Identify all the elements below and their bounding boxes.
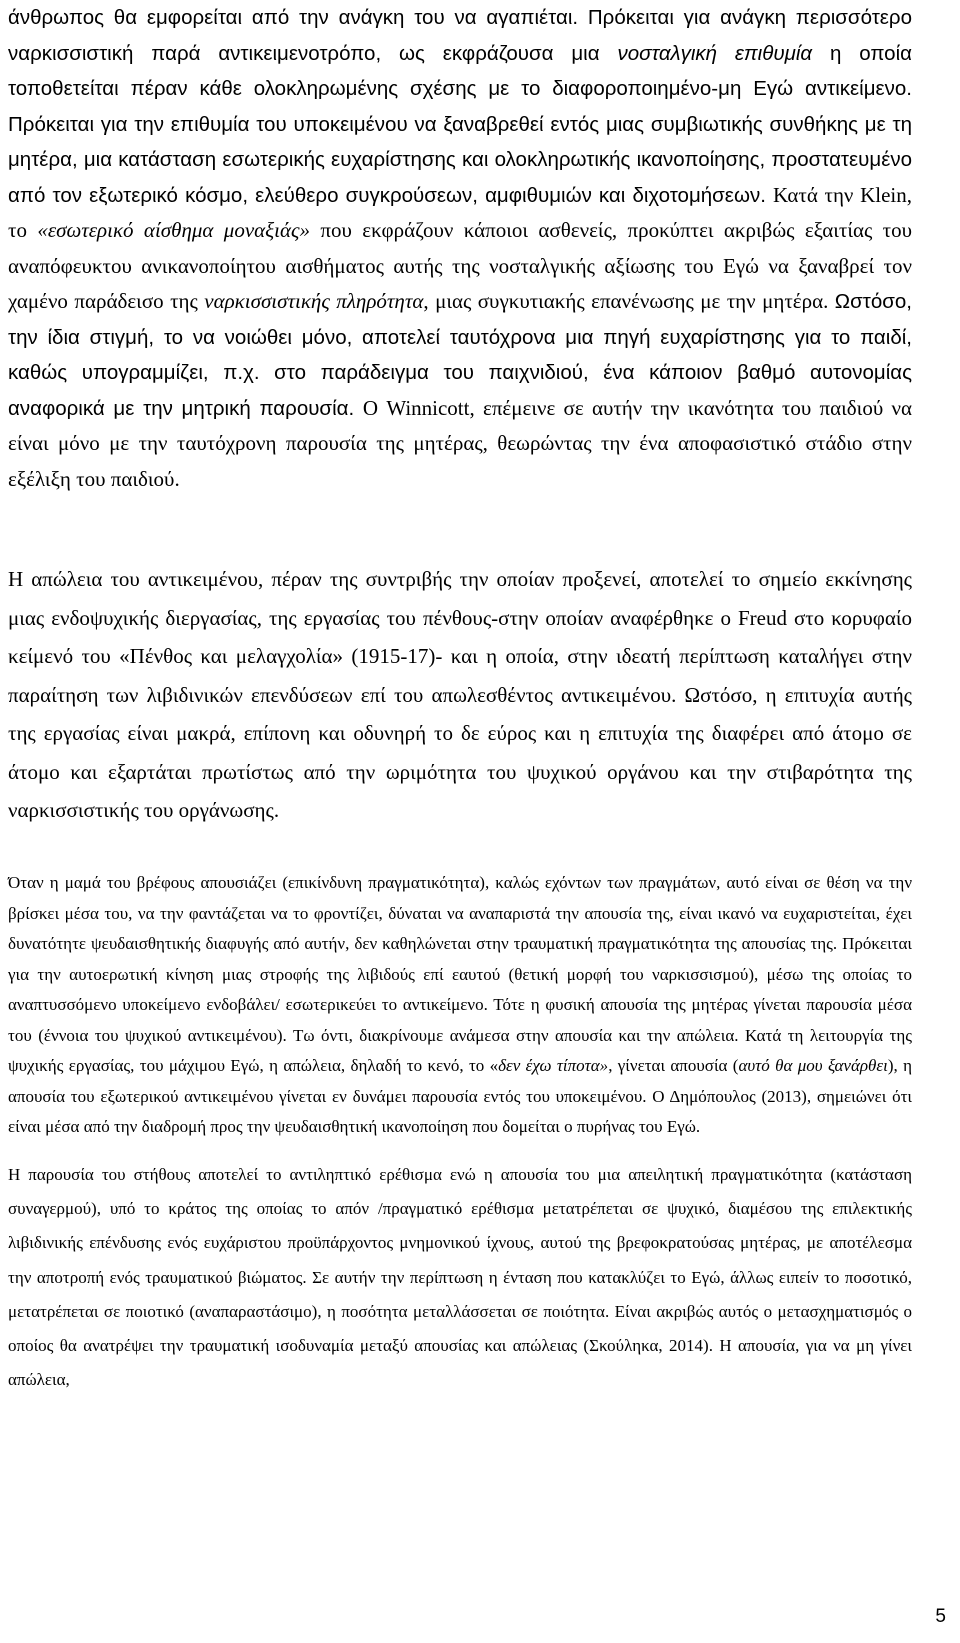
text-run: Ωστόσο, την ίδια στιγμή, το να νοιώθει μόνο, αποτελεί ταυτόχρονα μια πηγή ευχαρίστησης για το παιδί, καθώς υπογραμμίζει, π.χ. στο παράδειγμα του παιχνιδιού, ένα κάποιον βαθμό αυτονομίας αναφορικά με την μητρική παρουσία.: [8, 290, 912, 420]
text-run: Όταν η μαμά του βρέφους απουσιάζει (επικίνδυνη πραγματικότητα), καλώς εχόντων των πραγμάτων, αυτό είναι σε θέση να την βρίσκει μέσα του, να την φαντάζεται να το φροντίζει, δύναται να αναπαριστά την απουσία της, είναι ικανό να ευχαριστείται, έχει δυνατότητε ψευδαισθητικής διαφυγής από αυτήν, δεν καθηλώνεται στην τραυματική πραγματικότητα της απουσίας της. Πρόκειται για την αυτοερωτική κίνηση μιας στροφής της λιβιδούς επί εαυτού (θετική μορφή του ναρκισσισμού), μέσω της οποίας το αναπτυσσόμενο υποκείμενο ενδοβάλει/ εσωτερικεύει το αντικείμενο. Τότε η φυσική απουσία της μητέρας γίνεται παρουσία μέσα του (έννοια του ψυχικού αντικειμένου). Τω όντι, διακρίνουμε ανάμεσα στην απουσία και την απώλεια. Κατά τη λειτουργία της ψυχικής εργασίας, του μάχιμου Εγώ, η απώλεια, δηλαδή το κενό, το «: [8, 873, 912, 1075]
text-run: Η παρουσία του στήθους αποτελεί το αντιληπτικό ερέθισμα ενώ η απουσία του μια απειλητική πραγματικότητα (κατάσταση συναγερμού), υπό το κράτος της οποίας το απόν /πραγματικό ερέθισμα μετατρέπεται σε ψυχικό, διαμέσου της επιλεκτικής λιβιδινικής επένδυσης ενός ευχάριστου προϋπάρχοντος μνημονικού ίχνους, αυτού της βρεφοκρατούσας μητέρας, με αποτέλεσμα την αποτροπή ενός τραυματικού βιώματος. Σε αυτήν την περίπτωση η ένταση που κατακλύζει το Εγώ, άλλως ειπείν το ποσοτικό, μετατρέπεται σε ποιοτικό (αναπαραστάσιμο), η ποσότητα μεταλλάσσεται σε ποιότητα. Είναι ακριβώς αυτός ο μετασχηματισμός ο οποίος θα ανατρέψει την τραυματική ισοδυναμία μεταξύ απουσίας και απώλειας (Σκούληκα, 2014). Η απουσία, για να μη γίνει απώλεια,: [8, 1165, 912, 1390]
text-run: Κατά την Klein, το: [8, 182, 912, 242]
italic-run: ναρκισσιστικής πληρότητα: [204, 289, 424, 313]
paragraph-longing-and-solitude: [8, 0, 912, 497]
text-run: Η απώλεια του αντικειμένου, πέραν της συντριβής την οποίαν προξενεί, αποτελεί το σημείο εκκίνησης μιας ενδοψυχικής διεργασίας, της εργασίας του πένθους-στην οποίαν αναφέρθηκε ο Freud στο κορυφαίο κείμενό του «Πένθος και μελαγχολία» (1915-17)- και η οποία, στην ιδεατή περίπτωση καταλήγει στην παραίτηση των λιβιδινικών επενδύσεων επί του απωλεσθέντος αντικειμένου. Ωστόσο, η επιτυχία αυτής της εργασίας είναι μακρά, επίπονη και οδυνηρή το δε εύρος και η επιτυχία της διαφέρει από άτομο σε άτομο και εξαρτάται πρωτίστως από την ωριμότητα του ψυχικού οργάνου και την στιβαρότητα της ναρκισσιστικής του οργάνωσης.: [8, 567, 912, 822]
text-run: , μιας συγκυτιακής επανένωσης με την μητέρα.: [423, 289, 835, 313]
text-run: η οποία τοποθετείται πέραν κάθε ολοκληρωμένης σχέσης με το διαφοροποιημένο-μη Εγώ αντικείμενο. Πρόκειται για την επιθυμία του υποκειμένου να ξαναβρεθεί εντός μιας συμβιωτικής συνθήκης με τη μητέρα, μια κατάσταση εσωτερικής ευχαρίστησης και ολοκληρωτικής ικανοποίησης, προστατευμένο από τον εξωτερικό κόσμο, ελεύθερο συγκρούσεων, αμφιθυμιών και διχοτομήσεων.: [8, 41, 912, 207]
page-number: 5: [935, 1606, 946, 1627]
paragraph-breast-presence: [8, 1158, 912, 1397]
italic-run: «εσωτερικό αίσθημα μοναξιάς»: [37, 218, 311, 242]
paragraph-absence-vs-loss: [8, 868, 912, 1143]
italic-run: δεν έχω τίποτα»: [498, 1056, 609, 1075]
text-run: που εκφράζουν κάποιοι ασθενείς, προκύπτει ακριβώς εξαιτίας του αναπόφευκτου ανικανοποίητου αισθήματος αυτής της νοσταλγικής αξίωσης του Εγώ να ξαναβρεί τον χαμένο παράδεισο της: [8, 218, 912, 313]
text-run: άνθρωπος θα εμφορείται από την ανάγκη του να αγαπιέται. Πρόκειται για ανάγκη περισσότερο ναρκισσιστική παρά αντικειμενοτρόπο, ως εκφράζουσα μια: [8, 6, 912, 65]
italic-run: νοσταλγική επιθυμία: [617, 41, 813, 65]
text-run: Ο Winnicott, επέμεινε σε αυτήν την ικανότητα του παιδιού να είναι μόνο με την ταυτόχρονη παρουσία της μητέρας, θεωρώντας την ένα αποφασιστικό στάδιο στην εξέλιξη του παιδιού.: [8, 395, 912, 491]
text-run: ), η απουσία του εξωτερικού αντικειμένου γίνεται εν δυνάμει παρουσία εντός του υποκειμένου. Ο Δημόπουλος (2013), σημειώνει ότι είναι μέσα από την διαδρομή προς την ψευδαισθητική ικανοποίηση που δομείται ο πυρήνας του Εγώ.: [8, 1056, 913, 1136]
italic-run: αυτό θα μου ξανάρθει: [738, 1056, 888, 1075]
text-run: , γίνεται απουσία (: [608, 1056, 739, 1075]
paragraph-object-loss-mourning: [8, 560, 912, 830]
